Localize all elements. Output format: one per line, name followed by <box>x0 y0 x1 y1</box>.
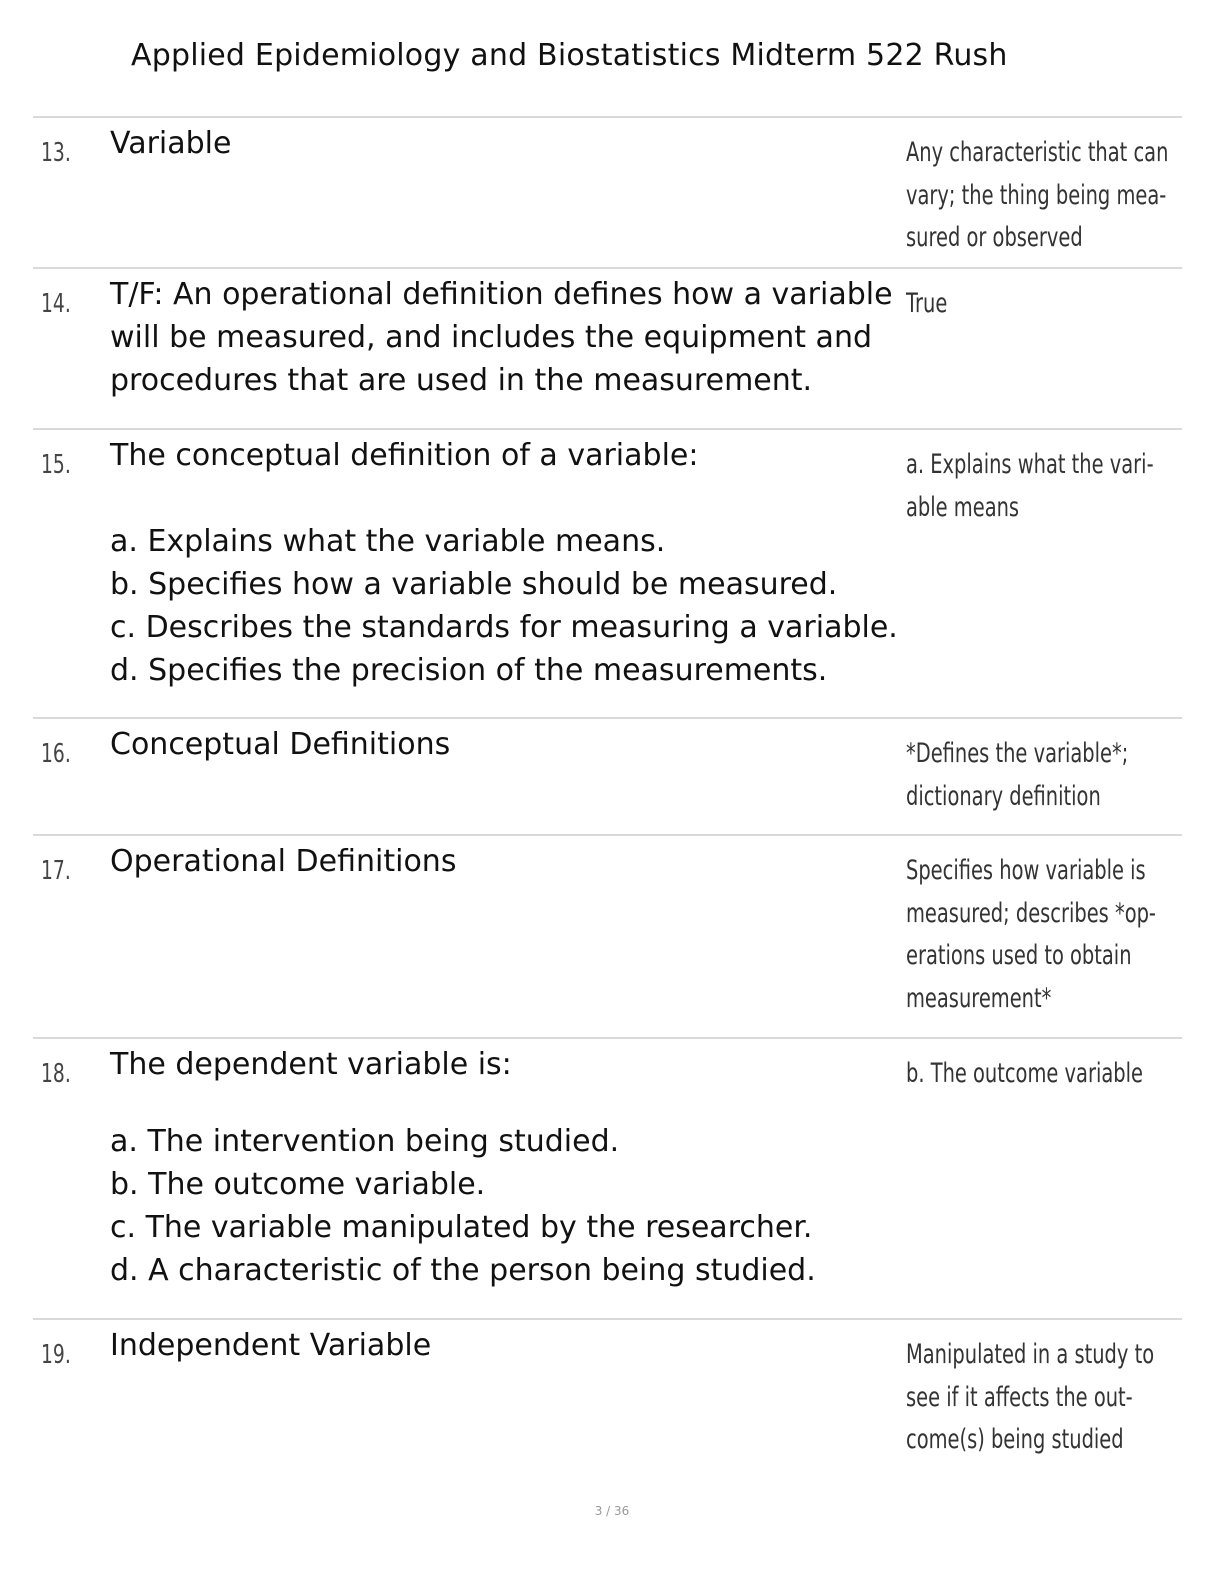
answer-option: d. Specifies the precision of the measurements. <box>110 653 828 688</box>
term-line: Operational Definitions <box>110 844 457 879</box>
definition-line: able means <box>906 491 1020 523</box>
definition-line: b. The outcome variable <box>906 1058 1143 1089</box>
term-line: Variable <box>110 126 232 161</box>
definition-line: see if it affects the out- <box>906 1381 1133 1413</box>
definition-line: dictionary definition <box>906 780 1101 812</box>
definition-line: Manipulated in a study to <box>906 1339 1155 1370</box>
card-term <box>110 723 900 766</box>
answer-option: d. A characteristic of the person being studied. <box>110 1253 816 1288</box>
answer-option: b. Specifies how a variable should be measured. <box>110 567 838 602</box>
term-line: Conceptual Definitions <box>110 727 451 762</box>
card-number: 16. <box>41 739 71 769</box>
term-line: T/F: An operational definition defines how a variable <box>110 277 893 312</box>
card-number: 18. <box>41 1059 71 1089</box>
card-term <box>110 273 900 402</box>
card-definition <box>906 1053 1172 1096</box>
definition-line: a. Explains what the vari- <box>906 449 1154 480</box>
term-line: procedures that are used in the measurement. <box>110 363 813 398</box>
answer-option: b. The outcome variable. <box>110 1167 486 1202</box>
page-title: Applied Epidemiology and Biostatistics Midterm 522 Rush <box>131 38 1008 73</box>
card-term <box>110 1043 900 1292</box>
flashcard-row <box>33 1320 1182 1470</box>
card-definition <box>906 850 1172 1020</box>
answer-option: a. Explains what the variable means. <box>110 524 666 559</box>
card-term <box>110 434 900 692</box>
answer-option: a. The intervention being studied. <box>110 1124 620 1159</box>
card-definition <box>906 132 1172 260</box>
definition-line: sured or observed <box>906 222 1083 253</box>
flashcard-row <box>33 719 1182 836</box>
term-line: The dependent variable is: <box>110 1047 512 1082</box>
definition-line: Any characteristic that can <box>906 137 1169 168</box>
term-line: will be measured, and includes the equipment and <box>110 320 872 355</box>
flashcard-row <box>33 430 1182 719</box>
card-number: 13. <box>41 138 71 168</box>
term-line: The conceptual definition of a variable: <box>110 438 699 473</box>
definition-line: measurement* <box>906 982 1052 1014</box>
card-definition <box>906 733 1172 818</box>
flashcard-row <box>33 1039 1182 1320</box>
flashcard-row <box>33 836 1182 1039</box>
page-indicator: 3 / 36 <box>594 1504 630 1518</box>
definition-line: Specifies how variable is <box>906 855 1146 886</box>
card-number: 19. <box>41 1340 71 1370</box>
definition-line: vary; the thing being mea- <box>906 179 1167 211</box>
card-number: 17. <box>41 856 71 886</box>
answer-option: c. The variable manipulated by the researcher. <box>110 1210 813 1245</box>
definition-line: *Defines the variable*; <box>906 738 1129 769</box>
flashcard-row <box>33 118 1182 269</box>
card-definition <box>906 283 1172 326</box>
card-term <box>110 122 900 165</box>
card-definition <box>906 444 1172 529</box>
card-number: 14. <box>41 289 71 319</box>
term-line: Independent Variable <box>110 1328 432 1363</box>
flashcard-list <box>33 116 1182 1470</box>
definition-line: come(s) being studied <box>906 1424 1124 1455</box>
flashcard-row <box>33 269 1182 430</box>
definition-line: measured; describes *op- <box>906 897 1156 929</box>
card-number: 15. <box>41 450 71 480</box>
answer-option: c. Describes the standards for measuring a variable. <box>110 610 898 645</box>
definition-line: erations used to obtain <box>906 940 1132 971</box>
definition-line: True <box>906 288 948 319</box>
card-term <box>110 1324 900 1367</box>
card-definition <box>906 1334 1172 1462</box>
card-term <box>110 840 900 883</box>
